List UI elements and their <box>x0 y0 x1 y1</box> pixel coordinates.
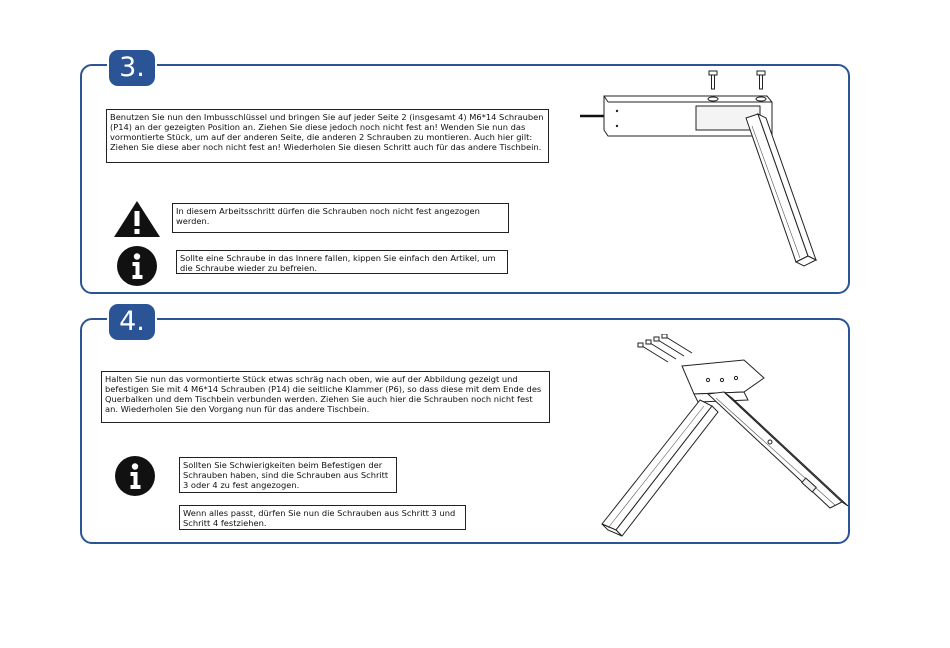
step-4-instruction: Halten Sie nun das vormontierte Stück etwas schräg nach oben, wie auf der Abbildung gezeigt und befestigen Sie mit 4 M6*14 Schrauben (P14) die seitliche Klammer (P6), so dass diese mit dem Ende des Querbalken und dem Tischbein verbunden werden. Ziehen Sie auch hier die Schrauben noch nicht fest an. Wiederholen Sie den Vorgang nun für das andere Tischbein. <box>101 371 550 423</box>
step-4-info-note: Sollten Sie Schwierigkeiten beim Befestigen der Schrauben haben, sind die Schrauben aus Schritt 3 oder 4 zu fest angezogen. <box>179 457 397 493</box>
info-circle-icon <box>113 454 157 503</box>
info-circle-icon <box>115 244 159 293</box>
step-4-panel <box>80 306 850 544</box>
step-3-instruction: Benutzen Sie nun den Imbusschlüssel und bringen Sie auf jeder Seite 2 (insgesamt 4) M6*14 Schrauben (P14) an der gezeigten Position an. Ziehen Sie diese jedoch noch nicht fest an! Wenden Sie nun das vormontierte Stück, um auf der anderen Seite, die anderen 2 Schrauben zu montieren. Auch hier gilt: Ziehen Sie diese aber noch nicht fest an! Wiederholen Sie diesen Schritt auch für das andere Tischbein. <box>106 109 549 163</box>
step-3-info-note: Sollte eine Schraube in das Innere fallen, kippen Sie einfach den Artikel, um die Schraube wieder zu befreien. <box>176 250 508 274</box>
step-4-assembly-illustration <box>512 334 852 549</box>
warning-triangle-icon <box>112 199 162 244</box>
step-number-badge: 4. <box>109 304 155 340</box>
step-3-warning-note: In diesem Arbeitsschritt dürfen die Schrauben noch nicht fest angezogen werden. <box>172 203 509 233</box>
step-3-panel <box>80 52 850 294</box>
step-number-badge: 3. <box>109 50 155 86</box>
step-3-assembly-illustration <box>572 66 852 299</box>
step-4-final-note: Wenn alles passt, dürfen Sie nun die Schrauben aus Schritt 3 und Schritt 4 festziehen. <box>179 505 466 530</box>
